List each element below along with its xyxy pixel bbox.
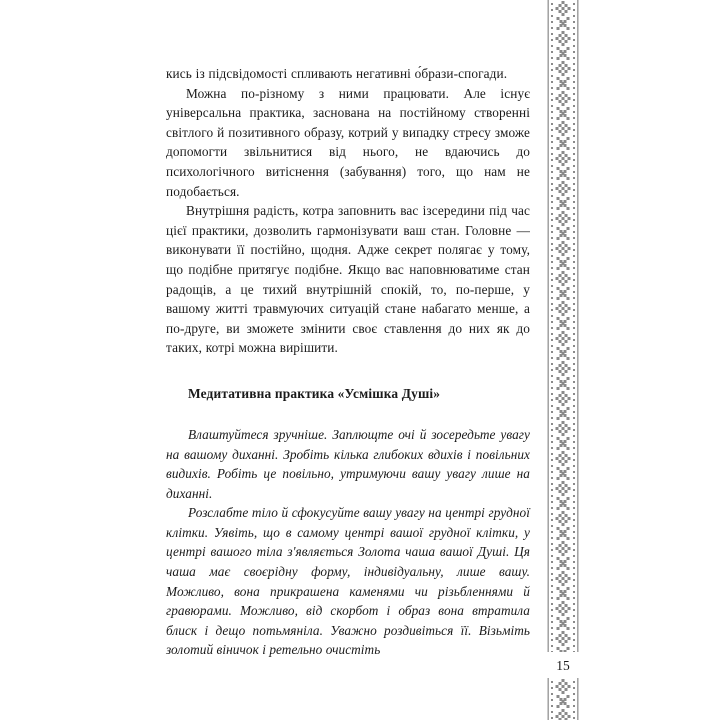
italic-paragraph-1: Влаштуйтеся зручніше. Заплющте очі й зосередьте увагу на вашому диханні. Зробіть кілька глибоких вдихів і повільних видихів. Робіть це повільно, утримуючи вашу увагу лише на диханні.: [166, 426, 530, 501]
italic-paragraph-2: Розслабте тіло й сфокусуйте вашу увагу на центрі грудної клітки. Уявіть, що в самому центрі вашої грудної клітки, у центрі вашого тіла з'являється Золота чаша вашої Душі. Ця чаша має своєрідну форму, індивідуальну, лише вашу. Можливо, вона прикрашена каменями чи різьбленнями й гравюрами. Можливо, від скорбот і образ вона втратила блиск і дещо потьмяніла. Уважно роздивіться її. Візьміть золотий віничок і ретельно очистіть: [166, 505, 530, 658]
body-paragraph-3: Внутрішня радість, котра заповнить вас ізсередини під час цієї практики, дозволить гармонізувати ваш стан. Головне — виконувати її постійно, щодня. Адже секрет полягає у тому, що подібне притягує подібне. Якщо вас наповнюватиме стан радощів, а це тихий внутрішній спокій, то, по-перше, у вашому житті травмуючих ситуацій стане набагато менше, а по-друге, ви зможете змінити своє ставлення до них як до таких, котрі можна вирішити.: [166, 203, 530, 356]
text-column: [166, 64, 530, 660]
heading-spacer-top: [166, 358, 530, 384]
body-paragraph-1: кись із підсвідомості спливають негативні о́брази-спогади.: [166, 66, 508, 81]
ornament-band-bottom: [547, 678, 579, 720]
heading-spacer-bottom: [166, 403, 530, 425]
ornament-pattern-icon-bottom: [547, 678, 579, 720]
section-heading: Медитативна практика «Усмішка Душі»: [188, 385, 441, 401]
page-number: 15: [547, 655, 579, 677]
ornament-band-top: [547, 0, 579, 652]
ornament-pattern-icon: [547, 0, 579, 652]
body-paragraph-2: Можна по-різному з ними працювати. Але існує універсальна практика, заснована на постійному створенні світлого й позитивного образу, котрий у випадку стресу зможе допомогти звільнитися від нього, не вдаючись до психологічного витіснення (забування) того, що нам не подобається.: [166, 85, 530, 199]
